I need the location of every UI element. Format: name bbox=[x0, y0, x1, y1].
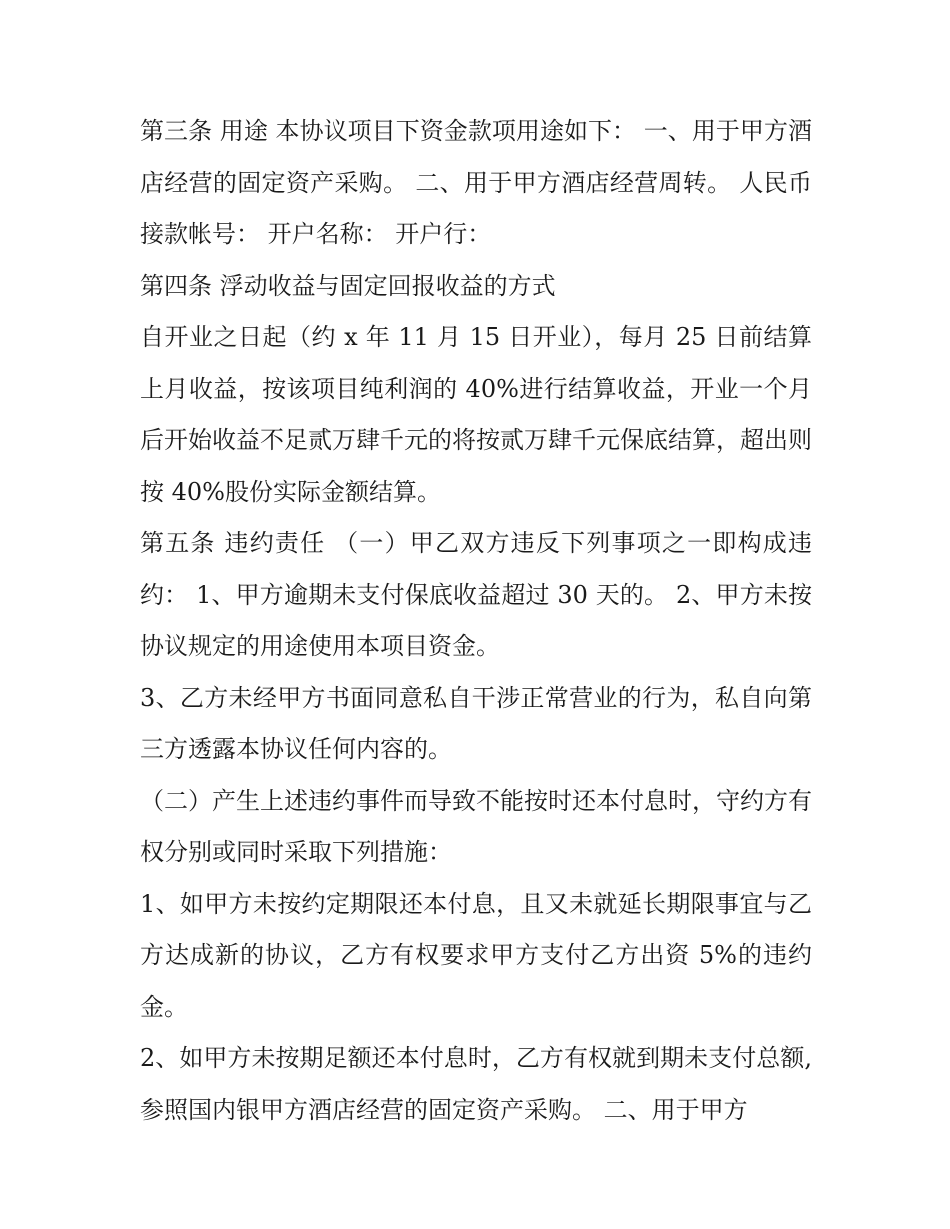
paragraph-measure-1: 1、如甲方未按约定期限还本付息，且又未就延长期限事宜与乙方达成新的协议，乙方有权要求甲方支付乙方出资 5%的违约金。 bbox=[140, 889, 812, 1021]
paragraph-measure-2: 2、如甲方未按期足额还本付息时，乙方有权就到期未支付总额,参照国内银甲方酒店经营的固定资产采购。 二、用于甲方 bbox=[140, 1044, 812, 1124]
paragraph-article-5-item-3: 3、乙方未经甲方书面同意私自干涉正常营业的行为，私自向第三方透露本协议任何内容的。 bbox=[140, 683, 812, 763]
paragraph-article-3-purpose: 第三条 用途 本协议项目下资金款项用途如下： 一、用于甲方酒店经营的固定资产采购。 二、用于甲方酒店经营周转。 人民币接款帐号： 开户名称： 开户行： bbox=[140, 117, 812, 248]
paragraph-article-4-body: 自开业之日起（约 x 年 11 月 15 日开业），每月 25 日前结算上月收益，按该项目纯利润的 40%进行结算收益，开业一个月后开始收益不足贰万肆千元的将按贰万肆千元保底结算，超出则按 40%股份实际金额结算。 bbox=[140, 323, 812, 506]
paragraph-article-4-heading: 第四条 浮动收益与固定回报收益的方式 bbox=[140, 271, 556, 300]
document-body bbox=[140, 106, 812, 1136]
paragraph-article-5-part-2: （二）产生上述违约事件而导致不能按时还本付息时，守约方有权分别或同时采取下列措施： bbox=[140, 786, 812, 866]
paragraph-article-5-liability: 第五条 违约责任 （一）甲乙双方违反下列事项之一即构成违约： 1、甲方逾期未支付保底收益超过 30 天的。 2、甲方未按协议规定的用途使用本项目资金。 bbox=[140, 529, 812, 660]
